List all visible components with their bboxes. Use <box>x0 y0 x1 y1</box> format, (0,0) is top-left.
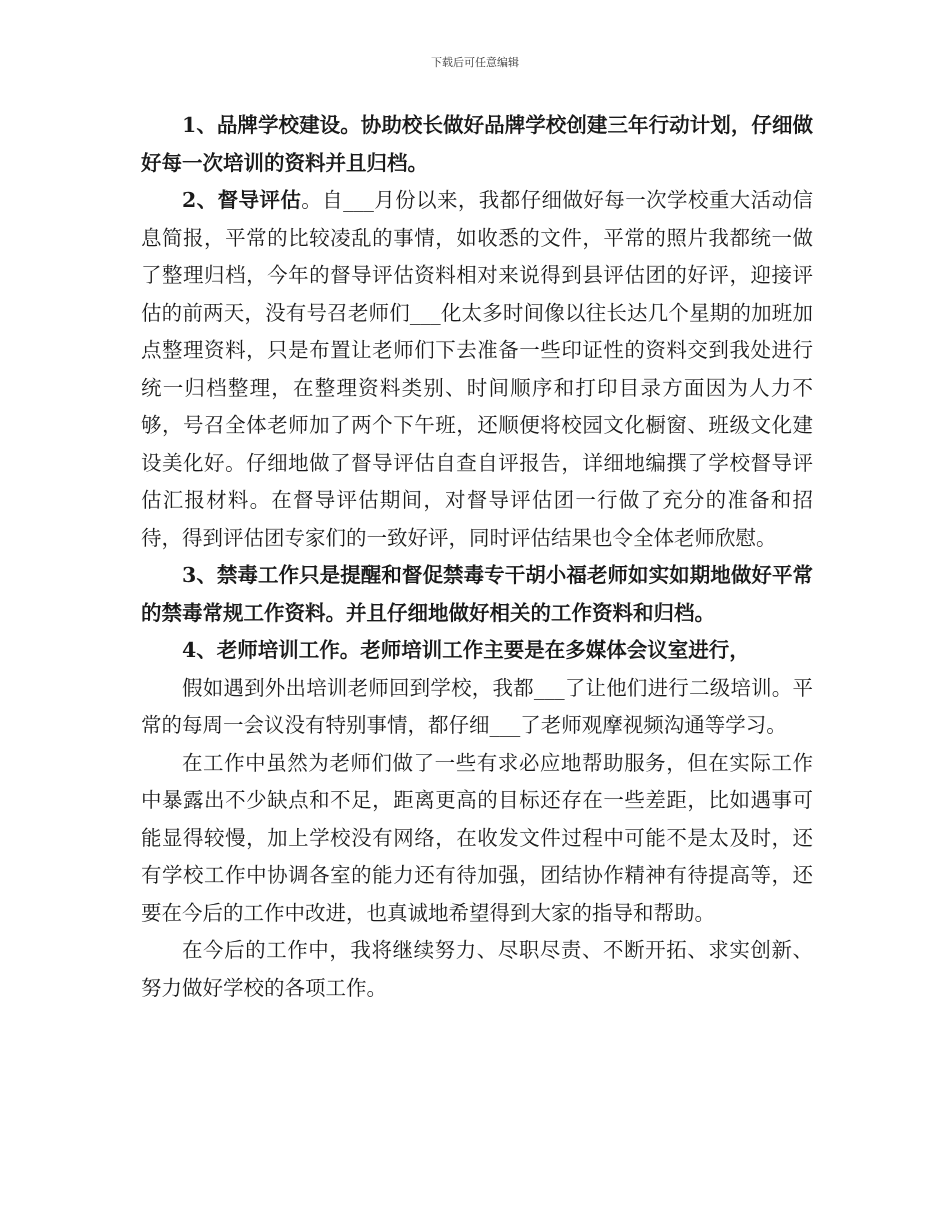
page-header: 下载后可任意编辑 <box>431 56 519 69</box>
paragraph-body: 。自___月份以来，我都仔细做好每一次学校重大活动信息简报，平常的比较凌乱的事情，如收悉的文件，平常的照片我都统一做了整理归档，今年的督导评估资料相对来说得到县评估团的好评，迎接评估的前两天，没有号召老师们___化太多时间像以往长达几个星期的加班加点整理资料，只是布置让老师们下去准备一些印证性的资料交到我处进行统一归档整理，在整理资料类别、时间顺序和打印目录方面因为人力不够，号召全体老师加了两个下午班，还顺便将校园文化橱窗、班级文化建设美化好。仔细地做了督导评估自查自评报告，详细地编撰了学校督导评估汇报材料。在督导评估期间，对督导评估团一行做了充分的准备和招待，得到评估团专家们的一致好评，同时评估结果也令全体老师欣慰。 <box>141 188 814 550</box>
paragraph-lead: 2、督导评估 <box>182 188 302 212</box>
paragraph-future-work: 在今后的工作中，我将继续努力、尽职尽责、不断开拓、求实创新、努力做好学校的各项工作。 <box>141 938 813 1000</box>
paragraph-training-detail: 假如遇到外出培训老师回到学校，我都___了让他们进行二级培训。平常的每周一会议没有特别事情，都仔细___了老师观摩视频沟通等学习。 <box>141 675 813 737</box>
paragraph-drug-control: 3、禁毒工作只是提醒和督促禁毒专干胡小福老师如实如期地做好平常的禁毒常规工作资料。并且仔细地做好相关的工作资料和归档。 <box>141 563 813 625</box>
document-body <box>141 107 813 1007</box>
paragraph-supervision <box>141 182 813 557</box>
paragraph-shortcomings: 在工作中虽然为老师们做了一些有求必应地帮助服务，但在实际工作中暴露出不少缺点和不足，距离更高的目标还存在一些差距，比如遇事可能显得较慢，加上学校没有网络，在收发文件过程中可能不是太及时，还有学校工作中协调各室的能力还有待加强，团结协作精神有待提高等，还要在今后的工作中改进，也真诚地希望得到大家的指导和帮助。 <box>141 750 813 925</box>
paragraph-brand-school: 1、品牌学校建设。协助校长做好品牌学校创建三年行动计划，仔细做好每一次培训的资料并且归档。 <box>141 113 813 175</box>
paragraph-teacher-training: 4、老师培训工作。老师培训工作主要是在多媒体会议室进行， <box>182 638 750 662</box>
